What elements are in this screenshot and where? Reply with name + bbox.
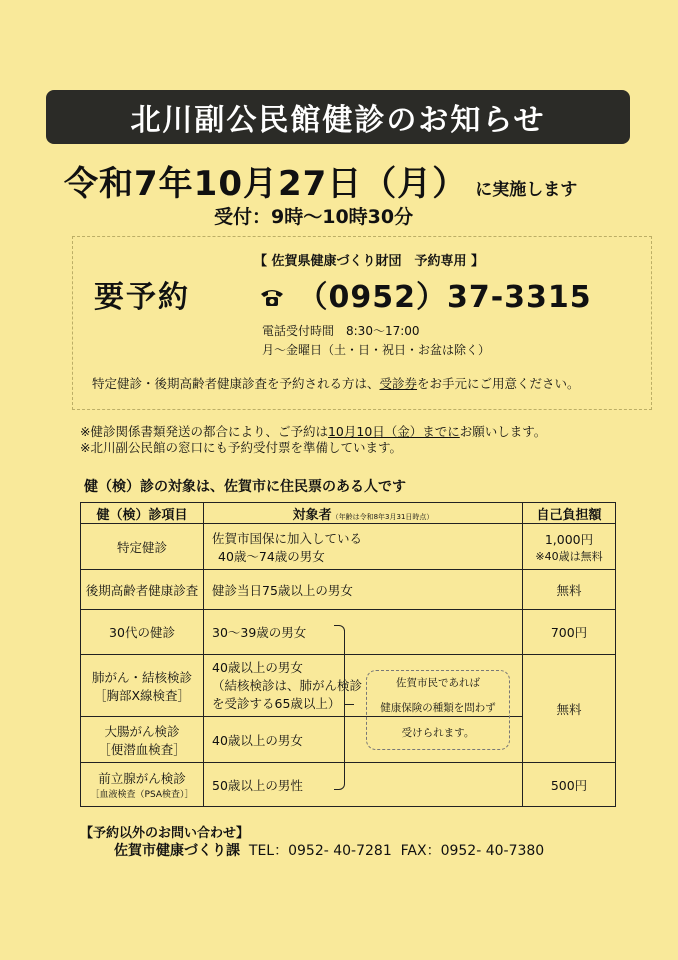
row-target-line: 佐賀市国保に加入している — [212, 530, 363, 546]
foundation-name: 【 佐賀県健康づくり財団 予約専用 】 — [254, 254, 485, 269]
inquiry-heading: 【予約以外のお問い合わせ】 — [80, 826, 250, 841]
exam-date-suffix: に実施します — [475, 180, 578, 200]
phone-number: （0952）37-3315 — [297, 280, 592, 315]
row-cost-amount: 1,000円 — [544, 531, 594, 547]
row-item-sub: ［便潜血検査］ — [98, 741, 186, 757]
eligibility-line: 健康保険の種類を問わず — [380, 702, 496, 714]
row-item-sub: ［胸部X線検査］ — [93, 687, 191, 703]
phone-hours — [262, 322, 490, 360]
table-row — [81, 763, 616, 807]
header-target — [204, 503, 523, 524]
eligibility-line: 佐賀市民であれば — [396, 677, 480, 689]
row-item: 30代の健診 — [81, 610, 204, 655]
row-target — [204, 524, 523, 570]
reservation-note-suffix: をお手元にご用意ください。 — [417, 376, 580, 391]
page-title: 北川副公民館健診のお知らせ — [46, 90, 630, 144]
inquiry-department: 佐賀市健康づくり課 — [114, 843, 240, 859]
phone-hours-time: 電話受付時間 8:30～17:00 — [262, 324, 420, 338]
row-target-line: 30～39歳の男女 — [212, 625, 307, 640]
header-cost: 自己負担額 — [523, 503, 616, 524]
row-item-sub: ［血液検査（PSA検査）］ — [90, 790, 194, 800]
table-row — [81, 610, 616, 655]
header-target-label: 対象者 — [292, 507, 332, 523]
inquiry-tel: TEL：0952- 40-7281 — [248, 843, 392, 859]
row-target-line: 40歳以上の男女 — [212, 732, 303, 748]
row-item: 特定健診 — [81, 524, 204, 570]
row-cost: 700円 — [523, 610, 616, 655]
reservation-note-ticket: 受診券 — [379, 376, 418, 391]
row-item-label: 肺がん・結核検診 — [91, 669, 192, 685]
row-target — [204, 610, 523, 655]
row-target-line: （結核検診は、肺がん検診 — [212, 678, 363, 693]
row-item — [81, 717, 204, 763]
age-bracket — [334, 625, 345, 790]
reservation-note — [92, 374, 580, 392]
header-target-note: （年齢は令和8年3月31日時点） — [331, 512, 434, 521]
row-target-line: 40歳以上の男女 — [212, 660, 303, 675]
eligibility-line: 受けられます。 — [401, 727, 475, 739]
notice-window: ※北川副公民館の窓口にも予約受付票を準備しています。 — [80, 440, 402, 455]
row-target-line: を受診する65歳以上） — [212, 696, 341, 711]
row-target — [204, 763, 523, 807]
exam-date — [64, 156, 577, 205]
row-cost: 無料 — [523, 570, 616, 610]
row-item-label: 大腸がん検診 — [104, 723, 180, 739]
exam-table — [80, 502, 616, 807]
row-target-line: 50歳以上の男性 — [212, 777, 303, 793]
table-row — [81, 570, 616, 610]
eligibility-note — [366, 670, 510, 750]
notices — [80, 424, 546, 456]
inquiry-fax: FAX：0952- 40-7380 — [400, 843, 545, 859]
table-header-row — [81, 503, 616, 524]
reservation-phone — [258, 272, 592, 316]
inquiry-contact — [114, 840, 544, 860]
reservation-required-label: 要予約 — [94, 280, 190, 315]
age-bracket-tip — [344, 704, 354, 705]
target-heading: 健（検）診の対象は、佐賀市に住民票のある人です — [84, 479, 406, 495]
row-cost: 500円 — [523, 763, 616, 807]
row-cost-note: ※40歳は無料 — [535, 549, 603, 563]
reservation-note-prefix: 特定健診・後期高齢者健康診査を予約される方は、 — [92, 376, 380, 391]
row-target-line: 健診当日75歳以上の男女 — [212, 582, 353, 598]
phone-icon — [258, 280, 297, 315]
header-item: 健（検）診項目 — [81, 503, 204, 524]
row-item: 後期高齢者健康診査 — [81, 570, 204, 610]
table-row — [81, 524, 616, 570]
row-item-label: 前立腺がん検診 — [98, 771, 186, 786]
exam-date-main: 令和7年10月27日（月） — [64, 164, 468, 204]
table-row — [81, 655, 616, 717]
notice-deadline-date: 10月10日（金）までに — [327, 424, 460, 439]
notice-deadline-prefix: ※健診関係書類発送の都合により、ご予約は — [80, 424, 328, 439]
row-cost — [523, 524, 616, 570]
row-item — [81, 763, 204, 807]
reception-time: 受付：9時～10時30分 — [214, 206, 414, 228]
notice-deadline-suffix: お願いします。 — [459, 424, 547, 439]
row-item — [81, 655, 204, 717]
row-cost: 無料 — [523, 655, 616, 763]
row-target — [204, 570, 523, 610]
row-target-line: 40歳～74歳の男女 — [218, 548, 325, 564]
notice-deadline — [80, 424, 546, 440]
phone-hours-days: 月～金曜日（土・日・祝日・お盆は除く） — [262, 343, 491, 357]
